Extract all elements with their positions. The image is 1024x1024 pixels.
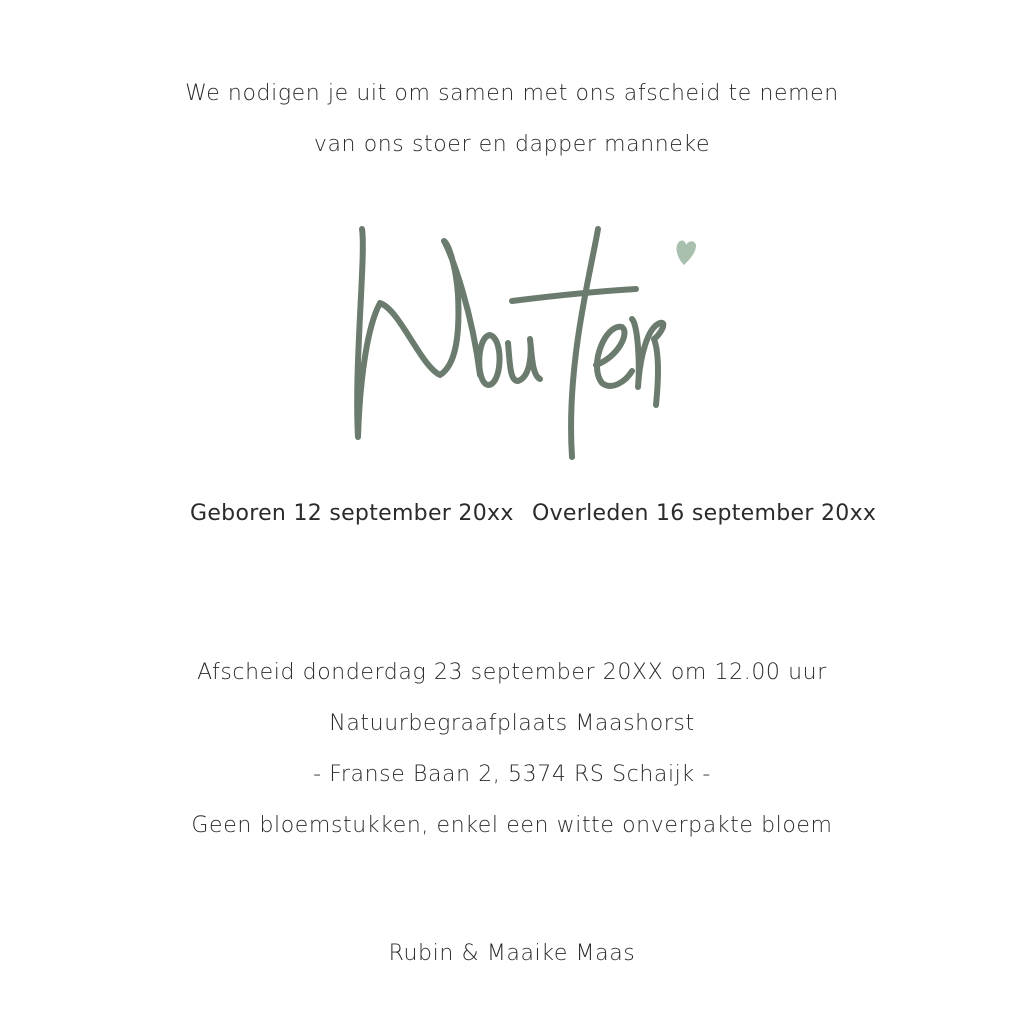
letter-o-stroke [479,335,499,385]
flowers-line: Geen bloemstukken, enkel een witte onverpakte bloem [191,813,833,838]
letter-t-bar-stroke [512,289,636,301]
heart-icon [677,240,696,265]
letter-e-stroke [596,327,632,386]
intro-line-2: van ons stoer en dapper manneke [313,132,711,157]
address-line: - Franse Baan 2, 5374 RS Schaijk - [313,762,711,787]
venue-line: Natuurbegraafplaats Maashorst [329,711,695,736]
name-wordmark [340,215,710,475]
parents-signoff: Rubin & Maaike Maas [388,941,636,966]
letter-u-stroke [508,339,540,381]
letter-w-stroke [357,229,480,437]
script-name-drawing [340,215,710,475]
letter-r-stroke [632,319,663,405]
birth-date: Geboren 12 september 20xx [190,501,514,526]
letter-t-stem-stroke [571,229,598,457]
intro-line-1: We nodigen je uit om samen met ons afscheid te nemen [185,81,839,106]
life-dates [0,500,1024,530]
death-date: Overleden 16 september 20xx [532,501,877,526]
farewell-line: Afscheid donderdag 23 september 20XX om 12.00 uur [197,660,827,685]
